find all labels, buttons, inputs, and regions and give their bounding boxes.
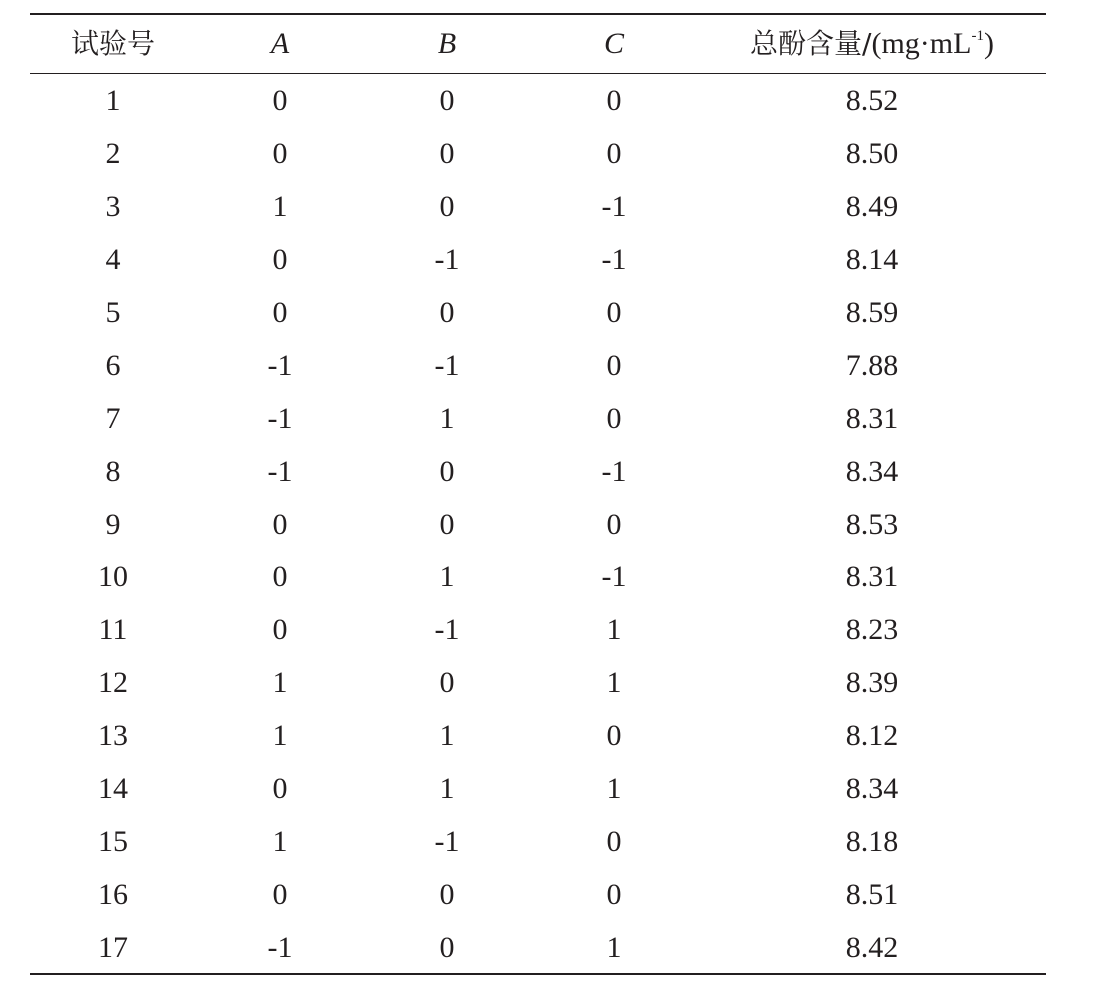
cell-trial-number: 17 (98, 930, 128, 964)
header-factor-c: C (603, 27, 624, 60)
cell-trial-number: 3 (105, 190, 121, 224)
cell-factor-a: 0 (272, 137, 288, 171)
cell-trial-number: 11 (98, 613, 128, 647)
cell-factor-a: 0 (272, 507, 288, 541)
table-row (30, 550, 1046, 603)
cell-total-phenol-content: 8.31 (845, 401, 899, 435)
cell-factor-b: 0 (439, 507, 455, 541)
cell-trial-number: 1 (105, 84, 121, 118)
cell-total-phenol-content: 8.49 (845, 190, 899, 224)
cell-factor-a: 0 (272, 243, 288, 277)
header-factor-a: A (270, 27, 290, 60)
cell-factor-a: -1 (267, 930, 293, 964)
cell-factor-b: -1 (434, 613, 460, 647)
header-content-label: 总酚含量/ (750, 27, 872, 60)
cell-factor-b: 0 (439, 190, 455, 224)
cell-factor-c: 0 (606, 137, 622, 171)
cell-trial-number: 13 (98, 719, 128, 753)
cell-total-phenol-content: 8.50 (845, 137, 899, 171)
cell-factor-c: 0 (606, 507, 622, 541)
cell-factor-c: -1 (601, 190, 627, 224)
cell-factor-b: 0 (439, 84, 455, 118)
cell-total-phenol-content: 8.51 (845, 877, 899, 911)
cell-total-phenol-content: 8.42 (845, 930, 899, 964)
cell-trial-number: 12 (98, 666, 128, 700)
cell-trial-number: 16 (98, 877, 128, 911)
cell-total-phenol-content: 8.39 (845, 666, 899, 700)
cell-trial-number: 15 (98, 824, 128, 858)
table-row (30, 233, 1046, 286)
cell-factor-b: 0 (439, 137, 455, 171)
cell-factor-c: 0 (606, 348, 622, 382)
table-row (30, 497, 1046, 550)
table-row (30, 74, 1046, 127)
table-row (30, 867, 1046, 920)
cell-factor-b: 0 (439, 930, 455, 964)
table-row (30, 814, 1046, 867)
cell-factor-c: -1 (601, 560, 627, 594)
cell-factor-b: 0 (439, 666, 455, 700)
cell-total-phenol-content: 8.23 (845, 613, 899, 647)
cell-trial-number: 9 (105, 507, 121, 541)
cell-factor-a: 1 (272, 666, 288, 700)
cell-trial-number: 2 (105, 137, 121, 171)
cell-trial-number: 10 (98, 560, 128, 594)
cell-factor-c: 0 (606, 824, 622, 858)
cell-total-phenol-content: 8.34 (845, 454, 899, 488)
cell-factor-b: -1 (434, 348, 460, 382)
cell-factor-b: 0 (439, 454, 455, 488)
table-body (30, 74, 1046, 973)
cell-factor-a: 0 (272, 613, 288, 647)
header-content-exponent: -1 (971, 28, 984, 44)
cell-factor-b: -1 (434, 243, 460, 277)
cell-factor-a: 0 (272, 877, 288, 911)
header-trial-number: 试验号 (70, 27, 155, 60)
cell-trial-number: 5 (105, 296, 121, 329)
cell-factor-c: -1 (601, 454, 627, 488)
table-row (30, 603, 1046, 656)
cell-factor-b: 0 (439, 877, 455, 911)
cell-factor-c: 0 (606, 401, 622, 435)
cell-factor-c: 0 (606, 84, 622, 118)
table-row (30, 286, 1046, 339)
table-row (30, 762, 1046, 815)
data-table (30, 13, 1046, 975)
cell-total-phenol-content: 8.34 (845, 772, 899, 806)
cell-total-phenol-content: 8.14 (845, 243, 899, 277)
cell-factor-c: 1 (606, 930, 622, 964)
table-row (30, 338, 1046, 391)
table-row (30, 127, 1046, 180)
cell-total-phenol-content: 8.12 (845, 719, 899, 753)
cell-total-phenol-content: 8.18 (845, 824, 899, 858)
cell-factor-c: 0 (606, 877, 622, 911)
cell-factor-b: 1 (439, 772, 455, 806)
cell-factor-b: -1 (434, 824, 460, 858)
cell-total-phenol-content: 8.59 (845, 296, 899, 329)
cell-factor-a: -1 (267, 454, 293, 488)
table-header-row (30, 15, 1046, 73)
cell-factor-c: 0 (606, 296, 622, 329)
cell-factor-b: 0 (439, 296, 455, 329)
cell-factor-a: -1 (267, 348, 293, 382)
cell-factor-a: 1 (272, 190, 288, 224)
cell-factor-c: -1 (601, 243, 627, 277)
cell-factor-c: 1 (606, 613, 622, 647)
table-row (30, 656, 1046, 709)
cell-factor-a: 0 (272, 560, 288, 594)
cell-factor-c: 0 (606, 719, 622, 753)
table-bottom-rule (30, 973, 1046, 975)
cell-total-phenol-content: 8.31 (845, 560, 899, 594)
header-factor-b: B (437, 27, 457, 60)
cell-trial-number: 7 (105, 401, 121, 435)
cell-factor-a: 0 (272, 772, 288, 806)
cell-factor-b: 1 (439, 401, 455, 435)
cell-factor-b: 1 (439, 560, 455, 594)
cell-total-phenol-content: 8.52 (845, 84, 899, 118)
table-row (30, 391, 1046, 444)
cell-factor-a: -1 (267, 401, 293, 435)
cell-factor-a: 0 (272, 296, 288, 329)
header-content-close: ) (983, 27, 994, 60)
cell-factor-b: 1 (439, 719, 455, 753)
table-row (30, 920, 1046, 973)
cell-factor-a: 1 (272, 719, 288, 753)
cell-total-phenol-content: 7.88 (845, 348, 899, 382)
cell-factor-c: 1 (606, 666, 622, 700)
cell-trial-number: 6 (105, 348, 121, 382)
table-row (30, 444, 1046, 497)
cell-factor-c: 1 (606, 772, 622, 806)
cell-trial-number: 4 (105, 243, 121, 277)
cell-total-phenol-content: 8.53 (845, 507, 899, 541)
table-row (30, 709, 1046, 762)
cell-factor-a: 1 (272, 824, 288, 858)
header-total-phenol-content (698, 29, 1046, 59)
cell-factor-a: 0 (272, 84, 288, 118)
cell-trial-number: 8 (105, 454, 121, 488)
cell-trial-number: 14 (98, 772, 128, 806)
table-row (30, 180, 1046, 233)
header-content-unit: (mg·mL (871, 27, 972, 60)
